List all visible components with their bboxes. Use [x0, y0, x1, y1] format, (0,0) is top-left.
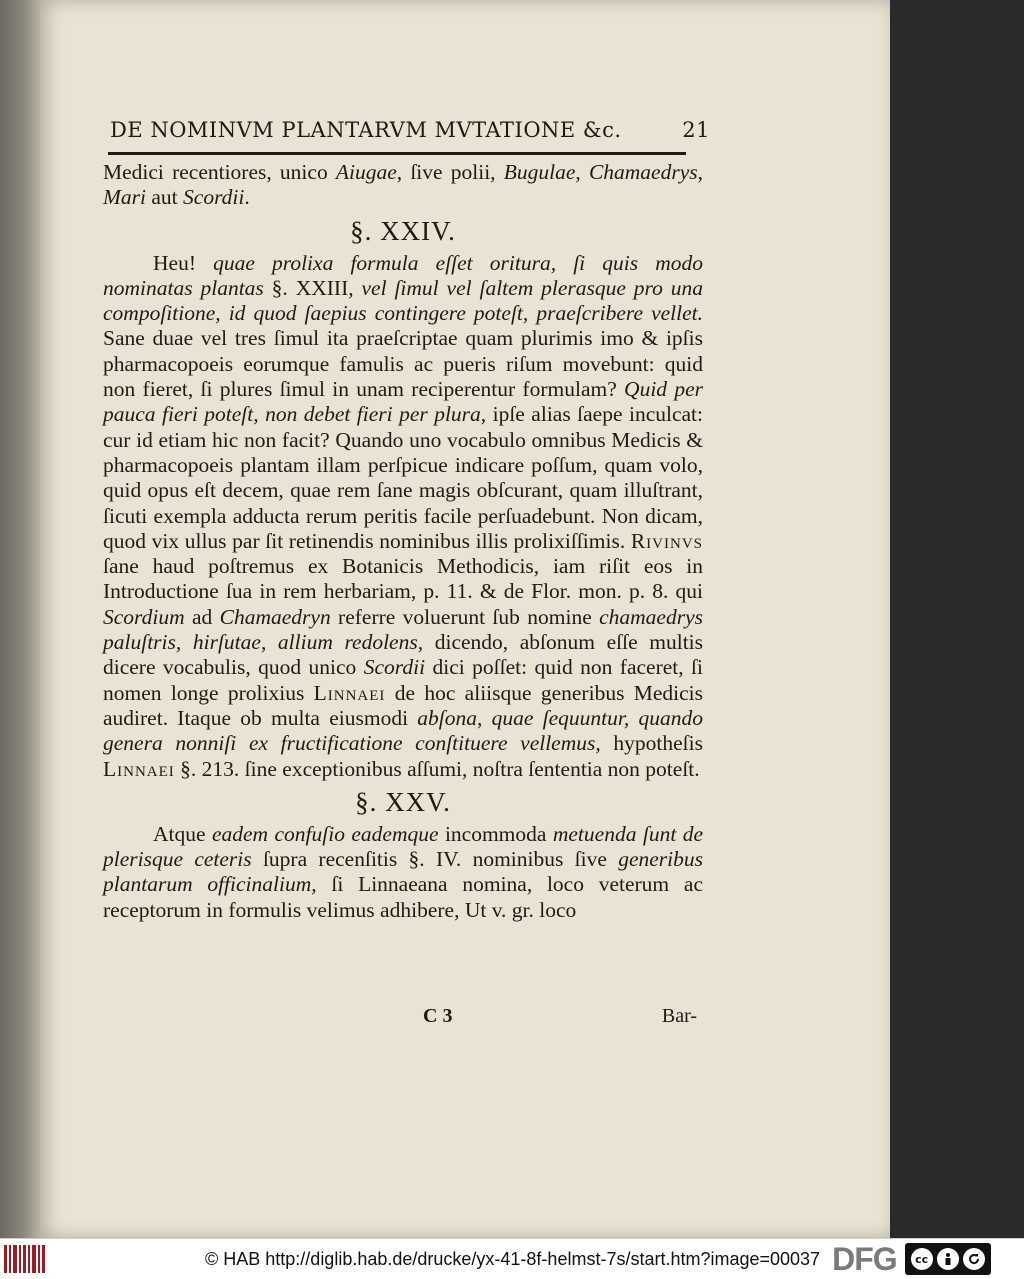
text-run: Heu! [153, 250, 214, 275]
creative-commons-license-icon[interactable] [905, 1243, 991, 1275]
italic-run: Aiugae [335, 160, 397, 184]
text-run: ſi Linnaeana nomina, loco veterum ac receptorum in formulis velimus adhibere, Ut v. gr. loco [103, 872, 703, 922]
text-run: referre voluerunt ſub nomine [330, 604, 600, 629]
text-run: . [244, 185, 250, 210]
text-run: §. 213. ſine exceptionibus aſſumi, noſtra ſententia non poteſt. [174, 756, 700, 781]
text-run: Sane duae vel tres ſimul ita praeſcriptae quam plurimis imo & ipſis pharmacopoeis eorumque famulis ac pueris riſum movebunt: quid non fieret, ſi plures ſimul in unam reciperentur formulam? [103, 326, 703, 402]
text-run: ipſe alias ſaepe inculcat: cur id etiam hic non facit? Quando uno vocabulo omnibus Medicis & pharmacopoeis plantam illam perſpicue indicare poſſum, quam volo, quid opus eſt decem, quae rem ſane magis obſcurant, quam illuſtrant, ſicuti exempla adducta rerum peritis facile perſuadebunt. Non dicam, quod vix ullus par ſit retinendis nominibus illis prolixiſſimis. [103, 402, 703, 553]
hab-barcode-logo-icon [4, 1245, 50, 1273]
section-heading-xxiv: §. XXIV. [350, 215, 456, 246]
italic-run: generibus plantarum officinalium, [103, 847, 703, 897]
adjacent-page-edge [0, 0, 40, 1238]
running-title: DE NOMINVM PLANTARVM MVTATIONE &c. [110, 118, 622, 142]
text-run: §. XXIII, [263, 275, 362, 300]
paragraph-xxv [103, 822, 703, 923]
italic-run: Scordii [183, 185, 245, 210]
page-text [103, 160, 703, 923]
header-rule [108, 152, 686, 155]
running-header [110, 118, 710, 142]
italic-run: Scordii [363, 655, 426, 680]
text-run: ad [184, 604, 220, 629]
italic-run: Chamaedryn [219, 604, 331, 629]
text-run: Atque [153, 821, 212, 846]
sa-icon [963, 1248, 985, 1270]
italic-run: chamaedrys paluſtris, hirſutae, allium redolens, [103, 604, 703, 655]
author-name: Linnaei [103, 756, 175, 781]
italic-run: vel ſimul vel ſaltem plerasque pro una compoſitione, id quod ſaepius contingere poteſt, praeſcribere vellet. [103, 275, 703, 326]
text-run: , ſive polii, [396, 160, 504, 184]
by-icon [937, 1248, 959, 1270]
cc-icon: cc [911, 1248, 933, 1270]
text-run: dicendo, abſonum eſſe multis dicere vocabulis, quod unico [103, 630, 704, 680]
author-name: Linnaei [313, 680, 386, 705]
section-heading-xxv: §. XXV. [355, 786, 451, 817]
text-run: aut [146, 185, 184, 210]
continuation-line [103, 160, 703, 211]
text-run: ſupra recenſitis §. IV. nominibus ſive [251, 847, 619, 872]
scan-background [890, 0, 1024, 1238]
source-credit-link[interactable]: © HAB http://diglib.hab.de/drucke/yx-41-8f-helmst-7s/start.htm?image=00037 [205, 1248, 821, 1269]
text-run: hypotheſis [600, 731, 703, 756]
text-run: de hoc aliisque generibus Medicis audiret. Itaque ob multa eiusmodi [103, 680, 704, 730]
italic-run: metuenda ſunt de plerisque ceteris [103, 821, 704, 872]
paragraph-xxiv [103, 251, 703, 782]
italic-run: abſona, quae ſequuntur, quando genera nonniſi ex fructificatione conſtituere vellemus, [103, 705, 703, 756]
italic-run: Chamaedrys [588, 160, 698, 184]
text-run: , [575, 160, 589, 184]
italic-run: Bugulae [503, 160, 576, 184]
italic-run: Scordium [103, 604, 185, 629]
catchword: Bar- [661, 1005, 697, 1027]
signature-mark: C 3 [423, 1005, 453, 1027]
text-run: ſane haud poſtremus ex Botanicis Methodicis, iam riſit eos in Introductione ſua in rem herbariam, p. 11. & de Flor. mon. p. 8. qui [103, 554, 703, 604]
page-number: 21 [682, 118, 710, 142]
text-run: dici poſſet: quid non faceret, ſi nomen longe prolixius [103, 655, 703, 705]
text-run: incommoda [438, 821, 553, 846]
author-name: Rivinvs [630, 528, 703, 553]
text-run: Medici recentiores, unico [103, 160, 336, 184]
italic-run: Mari [103, 185, 146, 210]
italic-run: Quid per pauca fieri poteſt, non debet fieri per plura, [103, 377, 703, 427]
italic-run: eadem confuſio eademque [211, 821, 439, 846]
dfg-logo: DFG [832, 1240, 897, 1277]
viewer-footer-bar [0, 1238, 1024, 1279]
italic-run: quae prolixa formula eſſet oritura, ſi quis modo nominatas plantas [103, 250, 703, 300]
text-run: , [697, 160, 703, 184]
